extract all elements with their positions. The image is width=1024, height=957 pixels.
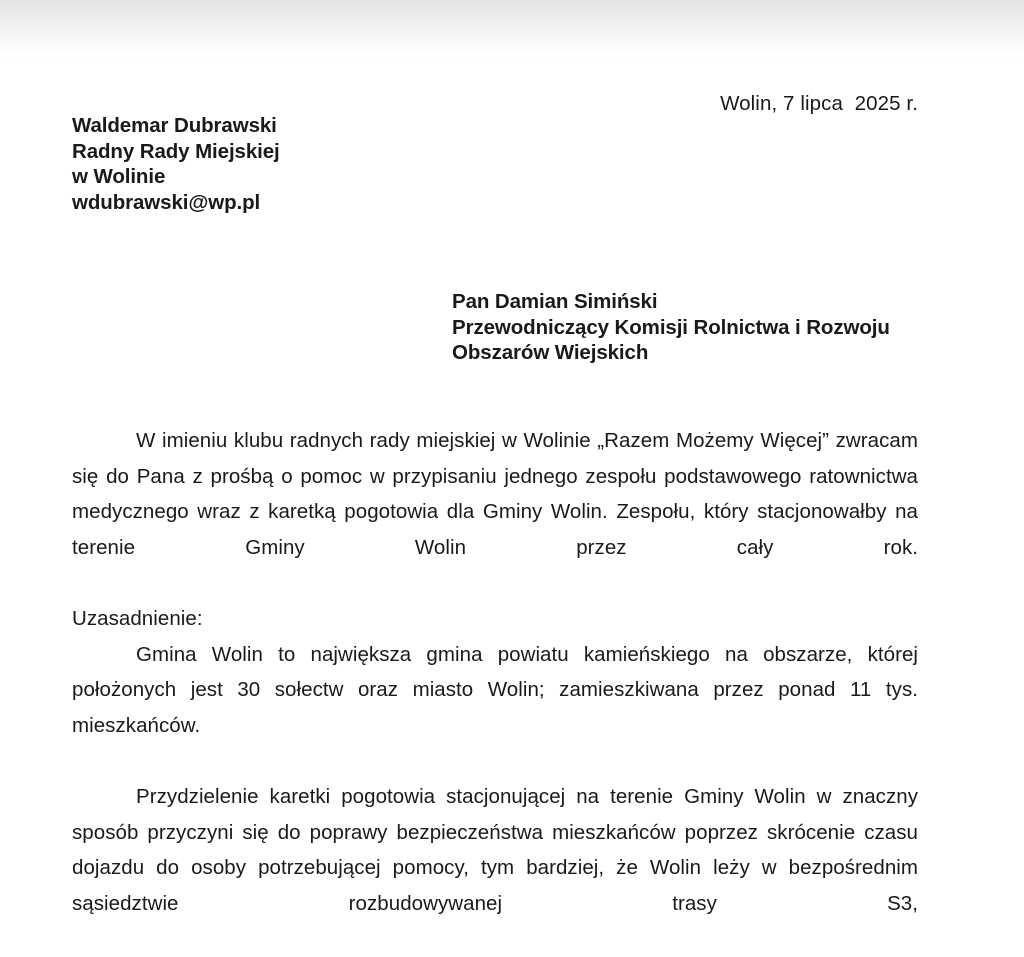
body-paragraph-demographics: Gmina Wolin to największa gmina powiatu kamieńskiego na obszarze, której położonych jest 30 sołectw oraz miasto Wolin; zamieszkiwana przez ponad 11 tys. mieszkańców. (72, 642, 918, 737)
sender-email: wdubrawski@wp.pl (72, 190, 261, 214)
sender-location: w Wolinie (72, 165, 166, 188)
justification-heading: Uzasadnienie: (72, 606, 203, 630)
recipient-title-line-2: Obszarów Wiejskich (452, 341, 649, 364)
date-line: Wolin, 7 lipca 2025 r. (720, 92, 918, 115)
recipient-block (452, 289, 922, 366)
body-paragraph-request: W imieniu klubu radnych rady miejskiej w Wolinie „Razem Możemy Więcej” zwracam się do Pana z prośbą o pomoc w przypisaniu jednego zespołu podstawowego ratownictwa medycznego wraz z karetką pogotowia dla Gminy Wolin. Zespołu, który stacjonowałby na terenie Gminy Wolin przez cały rok. (72, 429, 918, 559)
sender-title: Radny Rady Miejskiej (72, 139, 280, 163)
letter-body (72, 423, 918, 957)
recipient-name: Pan Damian Simiński (452, 290, 658, 313)
sender-name: Waldemar Dubrawski (72, 114, 277, 137)
body-paragraph-benefits: Przydzielenie karetki pogotowia stacjonującej na terenie Gminy Wolin w znaczny sposób przyczyni się do poprawy bezpieczeństwa mieszkańców poprzez skrócenie czasu dojazdu do osoby potrzebującej pomocy, tym bardziej, że Wolin leży w bezpośrednim sąsiedztwie rozbudowywanej trasy S3, (72, 784, 918, 915)
sender-block (72, 113, 280, 215)
recipient-title-line-1: Przewodniczący Komisji Rolnictwa i Rozwoju (452, 315, 890, 339)
